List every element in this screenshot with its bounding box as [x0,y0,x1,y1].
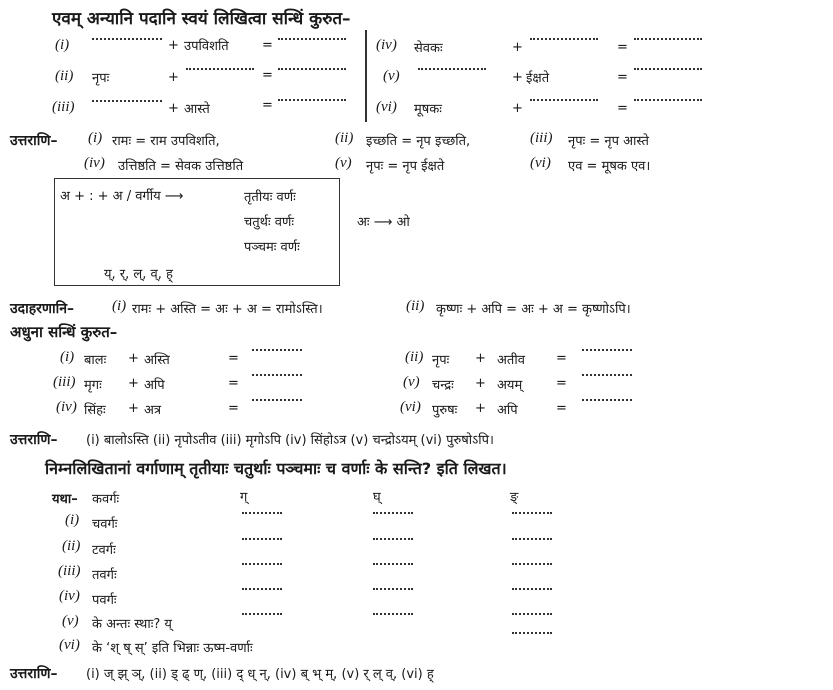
item-number: (vi) [530,155,551,171]
item-number: (v) [335,155,352,171]
item-number: (v) [62,613,79,629]
answer-text: रामः = राम उपविशति, [112,134,220,149]
equals-sign: = [556,351,567,366]
item-number: (iv) [84,155,105,171]
equals-sign: = [556,376,567,391]
item-number: (i) [60,349,75,365]
blank-field[interactable] [373,563,413,565]
blank-field[interactable] [278,68,346,70]
section3-heading: निम्नलिखितानां वर्गाणाम् तृतीयाः चतुर्थाः पञ्चमाः च वर्णाः के सन्ति? इति लिखत। [45,459,507,478]
equals-sign: = [617,40,628,55]
answers2-text: (i) बालोऽस्ति (ii) नृपोऽतीव (iii) मृगोऽपि (iv) सिंहोऽत्र (v) चन्द्रोऽयम् (vi) पुरुषोऽपि। [86,433,494,448]
rule-result: अः ⟶ ओ [357,215,410,230]
blank-field[interactable] [512,512,552,514]
word: चन्द्रः [432,378,454,393]
example-col: ग् [240,490,248,505]
equals-sign: = [228,376,239,391]
blank-field[interactable] [252,349,302,351]
word: उपविशति [184,39,229,54]
blank-field[interactable] [634,99,702,101]
plus-sign: + [475,351,486,366]
plus-sign: + [512,40,523,55]
blank-field[interactable] [186,68,254,70]
equals-sign: = [617,70,628,85]
item-number: (vi) [376,99,397,115]
example-col: घ् [373,490,381,505]
word: बालः [84,353,107,368]
blank-field[interactable] [530,99,598,101]
plus-sign: + [168,70,179,85]
item-number: (ii) [406,298,425,314]
examples-label: उदाहरणानि– [10,301,75,317]
equals-sign: = [262,68,273,83]
word: अतीव [497,353,525,368]
blank-field[interactable] [373,512,413,514]
plus-sign: + [512,70,523,85]
word: मूषकः [414,102,442,117]
plus-sign: + [168,101,179,116]
blank-field[interactable] [582,374,632,376]
word: अयम् [497,378,523,393]
row-name: के ‘श् ष् स्’ इति भिन्नाः ऊष्म-वर्णाः [92,641,253,656]
section1-heading: एवम् अन्यानि पदानि स्वयं लिखित्वा सन्धिं कुरुत– [52,9,351,29]
plus-sign: + [128,376,139,391]
rule-class: पञ्चमः वर्णः [244,240,300,255]
equals-sign: = [262,38,273,53]
example-label: यथा– [52,492,78,507]
blank-field[interactable] [373,588,413,590]
blank-field[interactable] [242,538,282,540]
row-name: तवर्गः [92,568,117,583]
equals-sign: = [556,401,567,416]
blank-field[interactable] [582,349,632,351]
item-number: (iii) [58,563,81,579]
blank-field[interactable] [373,538,413,540]
row-name: चवर्गः [92,517,118,532]
answer-text: इच्छति = नृप इच्छति, [366,134,471,149]
word: ईक्षते [526,71,550,86]
blank-field[interactable] [634,68,702,70]
example-col: ङ् [510,490,519,505]
rule-formula: अ + : + अ / वर्गीय ⟶ [60,189,184,204]
answer-text: नृपः = नृप आस्ते [568,134,649,149]
blank-field[interactable] [512,613,552,615]
blank-field[interactable] [512,538,552,540]
equals-sign: = [228,401,239,416]
blank-field[interactable] [252,399,302,401]
item-number: (iv) [376,37,397,53]
item-number: (i) [65,512,80,528]
blank-field[interactable] [278,99,346,101]
answer-text: नृपः = नृप ईक्षते [366,159,445,174]
rule-class: तृतीयः वर्णः [244,190,296,205]
plus-sign: + [168,38,179,53]
answer-text: एव = मूषक एव। [568,159,651,174]
row-name: पवर्गः [92,593,117,608]
item-number: (ii) [335,130,354,146]
word: सिंहः [84,403,106,418]
item-number: (v) [403,374,420,390]
item-number: (iv) [59,588,80,604]
word: अत्र [144,403,162,418]
blank-field[interactable] [418,68,486,70]
word: आस्ते [184,102,210,117]
plus-sign: + [128,351,139,366]
item-number: (iv) [56,399,77,415]
item-number: (iii) [53,374,76,390]
word: पुरुषः [432,403,458,418]
word: सेवकः [414,41,443,56]
word: मृगः [84,378,102,393]
item-number: (vi) [400,399,421,415]
word: अस्ति [144,353,170,368]
item-number: (ii) [405,349,424,365]
blank-field[interactable] [373,613,413,615]
item-number: (ii) [55,68,74,84]
blank-field[interactable] [252,374,302,376]
blank-field[interactable] [530,38,598,40]
equals-sign: = [617,101,628,116]
plus-sign: + [512,101,523,116]
blank-field[interactable] [242,588,282,590]
blank-field[interactable] [512,588,552,590]
plus-sign: + [128,401,139,416]
word: अपि [144,378,165,393]
row-name: कवर्गः [92,492,120,507]
answers-label: उत्तराणि– [10,432,58,448]
blank-field[interactable] [634,38,702,40]
item-number: (i) [55,37,70,53]
blank-field[interactable] [582,399,632,401]
item-number: (ii) [62,538,81,554]
answers-label: उत्तराणि– [10,133,58,149]
row-name: टवर्गः [92,543,116,558]
blank-field[interactable] [512,632,552,634]
section2-heading: अधुना सन्धिं कुरुत– [10,323,118,341]
blank-field[interactable] [242,512,282,514]
word: नृपः [432,353,450,368]
rule-letters: य्, र्, ल्, व्, ह् [104,267,173,282]
equals-sign: = [262,98,273,113]
equals-sign: = [228,351,239,366]
item-number: (i) [112,298,127,314]
item-number: (i) [88,130,103,146]
blank-field[interactable] [92,38,162,40]
column-divider [365,30,367,122]
blank-field[interactable] [92,100,162,102]
answer-text: उत्तिष्ठति = सेवक उत्तिष्ठति [118,159,244,174]
blank-field[interactable] [512,563,552,565]
plus-sign: + [475,401,486,416]
example-text: कृष्णः + अपि = अः + अ = कृष्णोऽपि। [436,302,631,317]
blank-field[interactable] [242,563,282,565]
answers3-text: (i) ज् झ् ञ्, (ii) ड् ढ् ण्, (iii) द् ध् न्, (iv) ब् भ् म्, (v) र् ल् व्, (vi) ह् [86,667,434,682]
blank-field[interactable] [278,38,346,40]
item-number: (vi) [59,637,80,653]
item-number: (iii) [52,99,75,115]
word: अपि [497,403,518,418]
word: नृपः [92,71,110,86]
item-number: (v) [383,68,400,84]
item-number: (iii) [530,130,553,146]
rule-class: चतुर्थः वर्णः [244,215,294,230]
example-text: रामः + अस्ति = अः + अ = रामोऽस्ति। [132,302,323,317]
answers-label: उत्तराणि– [10,666,58,682]
blank-field[interactable] [242,613,282,615]
plus-sign: + [475,376,486,391]
row-name: के अन्तः स्थाः? य् [92,617,172,632]
